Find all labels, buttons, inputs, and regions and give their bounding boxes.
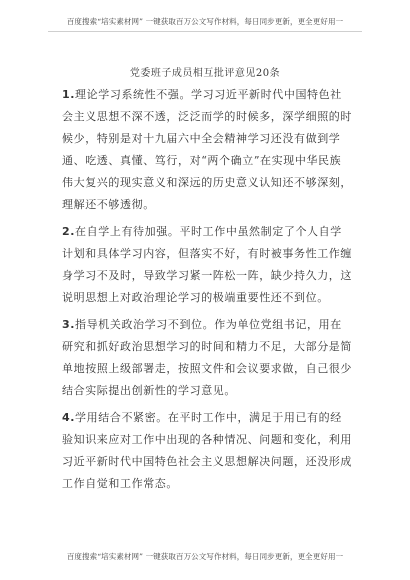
paragraph-heading: 在自学上有待加强。 bbox=[75, 225, 180, 238]
paragraph-2 bbox=[62, 221, 352, 309]
paragraph-number: 3. bbox=[62, 318, 76, 331]
paragraph-heading: 学用结合不紧密。 bbox=[75, 411, 168, 424]
paragraph-text: 平时工作中虽然制定了个人自学计划和具体学习内容，但落实不好，有时被事务性工作缠身学习不及时，导致学习紧一阵松一阵，缺少持久力，这说明思想上对政治理论学习的极端重要性还不到位。 bbox=[62, 225, 352, 304]
paragraph-text: 作为单位党组书记，用在研究和抓好政治思想学习的时间和精力不足，大部分是简单地按照上级部署走，按照文件和会议要求做，自己很少结合实际提出创新性的学习意见。 bbox=[62, 318, 352, 397]
paragraph-number: 1. bbox=[62, 88, 76, 101]
paragraph-1 bbox=[62, 84, 352, 216]
paragraph-3 bbox=[62, 314, 352, 402]
paragraph-heading: 指导机关政治学习不到位。 bbox=[75, 318, 215, 331]
page-footer: 百度搜索“培实素材网” 一键获取百万公文写作材料，每日同步更新，更全更好用一 bbox=[66, 552, 344, 561]
paragraph-4 bbox=[62, 407, 352, 495]
page-header: 百度搜索“培实素材网” 一键获取百万公文写作材料，每日同步更新，更全更好用一 bbox=[66, 17, 344, 26]
document-body bbox=[62, 84, 352, 500]
paragraph-text: 学习习近平新时代中国特色社会主义思想不深不透，泛泛而学的时候多，深学细照的时候少，特别是对十九届六中全会精神学习还没有做到学通、吃透、真懂、笃行，对“两个确立”在实现中华民族伟大复兴的现实意义和深远的历史意义认知还不够深刻，理解还不够透彻。 bbox=[62, 88, 352, 211]
paragraph-heading: 理论学习系统性不强。 bbox=[75, 88, 192, 101]
paragraph-text: 在平时工作中，满足于用已有的经验知识来应对工作中出现的各种情况、问题和变化，利用习近平新时代中国特色社会主义思想解决问题，还没形成工作自觉和工作常态。 bbox=[62, 411, 352, 490]
header-divider bbox=[48, 31, 362, 32]
paragraph-number: 2. bbox=[62, 225, 76, 238]
paragraph-number: 4. bbox=[62, 411, 76, 424]
document-title: 党委班子成员相互批评意见20条 bbox=[129, 68, 281, 79]
